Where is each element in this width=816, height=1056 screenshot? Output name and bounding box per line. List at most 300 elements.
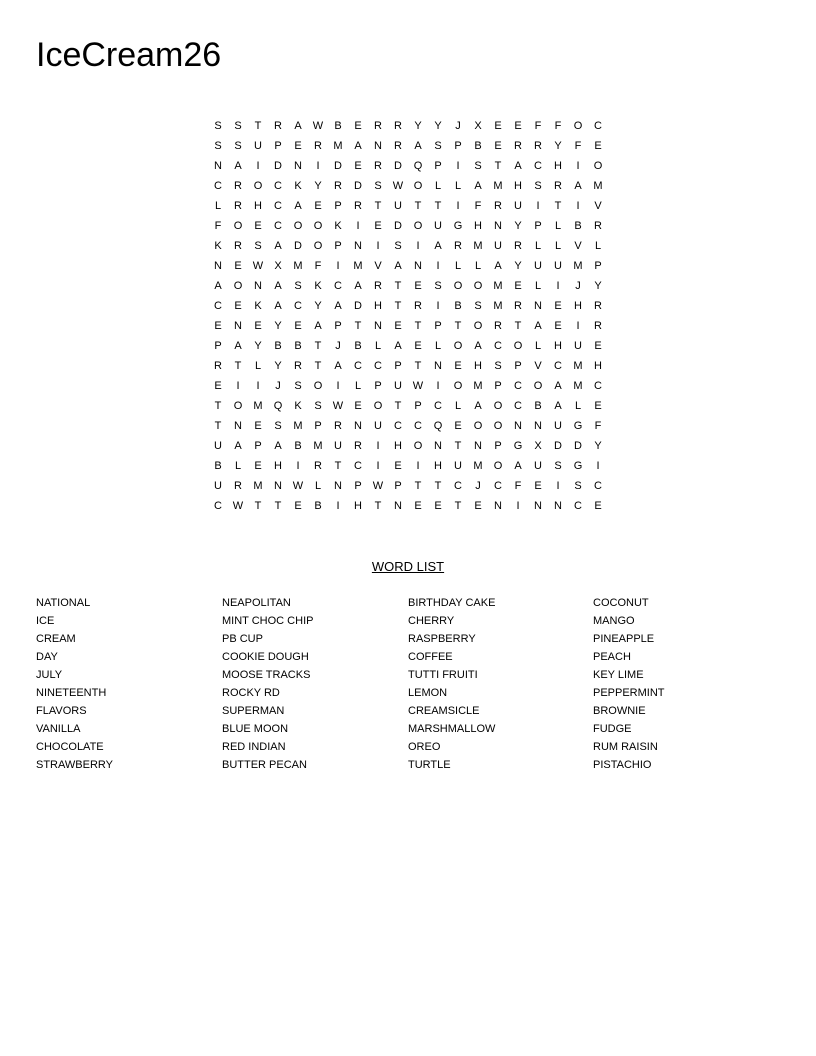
grid-letter: T [454,320,462,332]
grid-letter: O [573,120,583,132]
grid-letter: C [354,360,362,372]
grid-letter: T [394,400,402,412]
grid-letter: E [514,280,522,292]
grid-letter: A [394,260,402,272]
grid-letter: O [533,380,543,392]
grid-letter: S [534,180,542,192]
grid-letter: R [234,480,242,492]
grid-letter: Y [514,220,522,232]
grid-letter: O [413,180,423,192]
word-column [222,594,402,774]
word-item: PISTACHIO [593,759,652,771]
grid-letter: C [494,480,502,492]
grid-letter: E [314,200,322,212]
grid-letter: I [436,300,440,312]
grid-letter: P [274,140,282,152]
word-column [36,594,216,774]
grid-letter: C [594,380,602,392]
grid-letter: D [354,300,362,312]
grid-letter: B [454,300,462,312]
grid-letter: I [376,440,380,452]
grid-letter: A [394,340,402,352]
grid-letter: V [574,240,582,252]
grid-letter: M [253,480,263,492]
grid-letter: X [474,120,482,132]
grid-letter: R [294,360,302,372]
grid-letter: P [214,340,222,352]
grid-letter: L [454,260,462,272]
grid-letter: A [234,440,242,452]
grid-letter: G [573,460,583,472]
grid-letter: C [514,400,522,412]
grid-letter: F [314,260,322,272]
grid-row [208,336,608,356]
grid-letter: E [594,140,602,152]
grid-letter: A [274,240,282,252]
word-item: VANILLA [36,723,81,735]
page-title: IceCream26 [36,36,222,74]
grid-letter: A [474,400,482,412]
grid-letter: I [356,220,360,232]
grid-row [208,476,608,496]
grid-letter: R [354,440,362,452]
grid-letter: C [274,200,282,212]
grid-row [208,236,608,256]
grid-letter: U [434,220,442,232]
grid-letter: P [254,440,262,452]
grid-row [208,116,608,136]
grid-letter: T [234,360,242,372]
grid-letter: P [594,260,602,272]
grid-letter: M [253,400,263,412]
grid-letter: R [314,460,322,472]
grid-row [208,416,608,436]
grid-letter: T [214,420,222,432]
grid-letter: C [454,480,462,492]
grid-letter: Q [273,400,283,412]
grid-letter: I [236,380,240,392]
grid-letter: R [234,200,242,212]
grid-letter: U [374,420,382,432]
grid-row [208,356,608,376]
grid-letter: E [414,280,422,292]
grid-letter: K [314,280,322,292]
grid-letter: L [474,260,482,272]
grid-row [208,276,608,296]
grid-letter: F [474,200,482,212]
grid-letter: N [534,300,542,312]
grid-row [208,316,608,336]
grid-letter: E [294,320,302,332]
grid-letter: N [374,140,382,152]
word-item: RASPBERRY [408,633,476,645]
grid-letter: W [392,180,404,192]
grid-letter: C [274,180,282,192]
grid-letter: O [473,280,483,292]
grid-letter: R [514,300,522,312]
grid-letter: T [554,200,562,212]
grid-letter: S [554,460,562,472]
grid-letter: Y [314,180,322,192]
grid-letter: W [372,480,384,492]
grid-letter: A [574,180,582,192]
grid-letter: P [334,200,342,212]
grid-letter: P [494,440,502,452]
grid-letter: T [274,500,282,512]
grid-letter: O [453,380,463,392]
grid-letter: P [394,480,402,492]
grid-letter: E [254,220,262,232]
grid-letter: U [454,460,462,472]
grid-letter: C [414,420,422,432]
grid-letter: I [256,380,260,392]
grid-letter: N [494,500,502,512]
grid-letter: E [554,300,562,312]
grid-letter: A [334,360,342,372]
grid-letter: K [294,180,302,192]
grid-letter: F [534,120,542,132]
grid-letter: T [394,280,402,292]
grid-letter: R [494,200,502,212]
grid-letter: M [493,280,503,292]
grid-letter: A [554,400,562,412]
grid-letter: M [493,300,503,312]
grid-letter: T [254,120,262,132]
word-item: BIRTHDAY CAKE [408,597,496,609]
grid-letter: A [534,320,542,332]
word-item: OREO [408,741,441,753]
grid-letter: O [473,320,483,332]
word-item: CREAMSICLE [408,705,480,717]
grid-letter: H [274,460,282,472]
grid-letter: L [214,200,222,212]
grid-letter: D [394,220,402,232]
grid-letter: N [294,160,302,172]
grid-letter: X [274,260,282,272]
grid-letter: U [254,140,262,152]
grid-letter: T [454,500,462,512]
grid-letter: H [514,180,522,192]
grid-letter: T [434,480,442,492]
grid-letter: F [594,420,602,432]
grid-letter: T [414,480,422,492]
grid-letter: L [454,400,462,412]
grid-letter: Y [514,260,522,272]
grid-row [208,496,608,516]
grid-letter: C [294,300,302,312]
grid-letter: R [214,360,222,372]
grid-letter: C [334,280,342,292]
grid-letter: J [475,480,481,492]
grid-letter: H [354,500,362,512]
grid-letter: N [274,480,282,492]
grid-letter: E [414,340,422,352]
grid-letter: K [214,240,222,252]
word-item: NEAPOLITAN [222,597,291,609]
grid-letter: R [494,320,502,332]
grid-letter: G [573,420,583,432]
grid-letter: T [354,320,362,332]
grid-letter: O [253,180,263,192]
grid-letter: U [334,440,342,452]
grid-letter: R [374,280,382,292]
grid-letter: A [514,460,522,472]
grid-letter: L [434,340,442,352]
grid-letter: H [574,300,582,312]
word-item: PEACH [593,651,631,663]
grid-letter: A [554,380,562,392]
grid-letter: H [434,460,442,472]
grid-letter: E [434,500,442,512]
grid-letter: N [234,320,242,332]
grid-letter: C [354,460,362,472]
grid-letter: M [573,380,583,392]
grid-letter: A [354,280,362,292]
grid-letter: M [293,260,303,272]
grid-letter: P [334,320,342,332]
grid-letter: O [473,420,483,432]
grid-letter: A [354,140,362,152]
grid-letter: Y [254,340,262,352]
grid-letter: N [554,500,562,512]
grid-letter: R [334,420,342,432]
grid-letter: P [534,220,542,232]
grid-letter: T [334,460,342,472]
grid-letter: I [376,460,380,472]
grid-letter: W [252,260,264,272]
grid-letter: A [294,120,302,132]
grid-letter: R [374,160,382,172]
grid-letter: K [334,220,342,232]
grid-letter: I [536,200,540,212]
grid-letter: P [514,360,522,372]
grid-letter: E [234,260,242,272]
grid-letter: R [554,180,562,192]
grid-letter: V [534,360,542,372]
grid-letter: C [534,160,542,172]
word-list-heading: WORD LIST [371,559,445,574]
grid-letter: E [374,220,382,232]
grid-letter: M [573,360,583,372]
word-item: TURTLE [408,759,451,771]
word-column [408,594,588,774]
grid-letter: N [534,420,542,432]
grid-letter: C [214,180,222,192]
grid-letter: A [314,320,322,332]
word-item: PINEAPPLE [593,633,655,645]
grid-row [208,156,608,176]
grid-letter: H [474,220,482,232]
grid-letter: L [534,340,542,352]
grid-letter: N [234,420,242,432]
grid-letter: M [473,380,483,392]
grid-letter: K [294,400,302,412]
grid-letter: B [534,400,542,412]
grid-letter: S [274,420,282,432]
grid-letter: Y [414,120,422,132]
grid-letter: O [513,340,523,352]
grid-letter: L [594,240,602,252]
grid-letter: F [214,220,222,232]
grid-letter: L [314,480,322,492]
grid-letter: O [233,400,243,412]
grid-row [208,136,608,156]
grid-letter: R [394,140,402,152]
grid-letter: P [434,320,442,332]
grid-letter: P [354,480,362,492]
grid-letter: O [313,240,323,252]
grid-letter: S [294,280,302,292]
grid-letter: I [256,160,260,172]
grid-letter: B [274,340,282,352]
grid-letter: R [454,240,462,252]
grid-letter: A [474,180,482,192]
grid-letter: M [353,260,363,272]
grid-letter: A [334,300,342,312]
grid-letter: I [436,380,440,392]
grid-letter: R [354,200,362,212]
word-item: COFFEE [408,651,453,663]
grid-letter: I [456,200,460,212]
grid-letter: T [394,300,402,312]
grid-letter: R [234,240,242,252]
grid-letter: Y [554,140,562,152]
grid-letter: E [214,320,222,332]
grid-letter: N [254,280,262,292]
grid-letter: U [554,420,562,432]
grid-letter: E [414,500,422,512]
grid-letter: B [334,120,342,132]
grid-letter: D [274,160,282,172]
word-item: BROWNIE [593,705,646,717]
grid-letter: N [514,420,522,432]
grid-letter: N [214,160,222,172]
grid-letter: E [494,140,502,152]
grid-letter: W [412,380,424,392]
grid-letter: L [554,220,562,232]
grid-letter: O [233,220,243,232]
grid-letter: S [314,400,322,412]
grid-letter: I [456,160,460,172]
grid-letter: E [594,400,602,412]
grid-letter: P [374,380,382,392]
grid-letter: W [312,120,324,132]
grid-letter: L [434,180,442,192]
grid-letter: L [254,360,262,372]
grid-letter: C [274,220,282,232]
grid-letter: E [254,420,262,432]
grid-letter: E [554,320,562,332]
word-item: MARSHMALLOW [408,723,496,735]
grid-letter: E [234,300,242,312]
grid-letter: E [454,360,462,372]
grid-letter: S [234,140,242,152]
grid-letter: H [254,200,262,212]
grid-letter: E [294,500,302,512]
grid-letter: O [453,340,463,352]
grid-letter: N [414,260,422,272]
grid-letter: S [234,120,242,132]
grid-letter: I [576,160,580,172]
grid-letter: I [296,460,300,472]
grid-letter: R [274,120,282,132]
grid-letter: L [534,280,542,292]
grid-letter: O [233,280,243,292]
grid-letter: N [474,440,482,452]
grid-letter: E [514,120,522,132]
grid-letter: N [494,220,502,232]
grid-letter: R [414,300,422,312]
grid-letter: U [534,260,542,272]
grid-letter: B [294,340,302,352]
grid-letter: C [514,380,522,392]
grid-letter: O [493,420,503,432]
word-item: FLAVORS [36,705,87,717]
grid-letter: N [214,260,222,272]
grid-row [208,176,608,196]
grid-letter: G [513,440,523,452]
grid-letter: I [436,260,440,272]
grid-letter: A [514,160,522,172]
grid-letter: R [334,180,342,192]
grid-letter: I [316,160,320,172]
word-item: PEPPERMINT [593,687,665,699]
word-item: NATIONAL [36,597,91,609]
grid-letter: U [534,460,542,472]
grid-letter: H [594,360,602,372]
grid-letter: P [414,400,422,412]
grid-letter: L [354,380,362,392]
grid-letter: S [434,280,442,292]
grid-letter: R [594,320,602,332]
grid-letter: U [554,260,562,272]
grid-letter: I [596,460,600,472]
grid-letter: T [314,360,322,372]
grid-letter: E [474,500,482,512]
grid-letter: U [214,480,222,492]
grid-letter: L [574,400,582,412]
grid-letter: I [516,500,520,512]
grid-letter: P [494,380,502,392]
grid-letter: X [534,440,542,452]
word-item: RUM RAISIN [593,741,658,753]
word-item: BLUE MOON [222,723,289,735]
grid-letter: J [455,120,461,132]
grid-letter: A [294,200,302,212]
word-item: ICE [36,615,55,627]
grid-letter: Y [594,440,602,452]
grid-letter: E [594,500,602,512]
grid-letter: W [232,500,244,512]
grid-letter: D [574,440,582,452]
grid-letter: A [274,440,282,452]
grid-letter: O [293,220,303,232]
grid-letter: S [254,240,262,252]
grid-letter: Y [314,300,322,312]
grid-letter: R [594,300,602,312]
grid-letter: N [534,500,542,512]
grid-letter: E [294,140,302,152]
word-item: CHERRY [408,615,455,627]
grid-letter: S [494,360,502,372]
grid-letter: A [234,340,242,352]
grid-letter: S [474,300,482,312]
grid-letter: M [573,260,583,272]
grid-letter: C [374,360,382,372]
word-item: MINT CHOC CHIP [222,615,314,627]
grid-letter: M [493,180,503,192]
grid-row [208,216,608,236]
